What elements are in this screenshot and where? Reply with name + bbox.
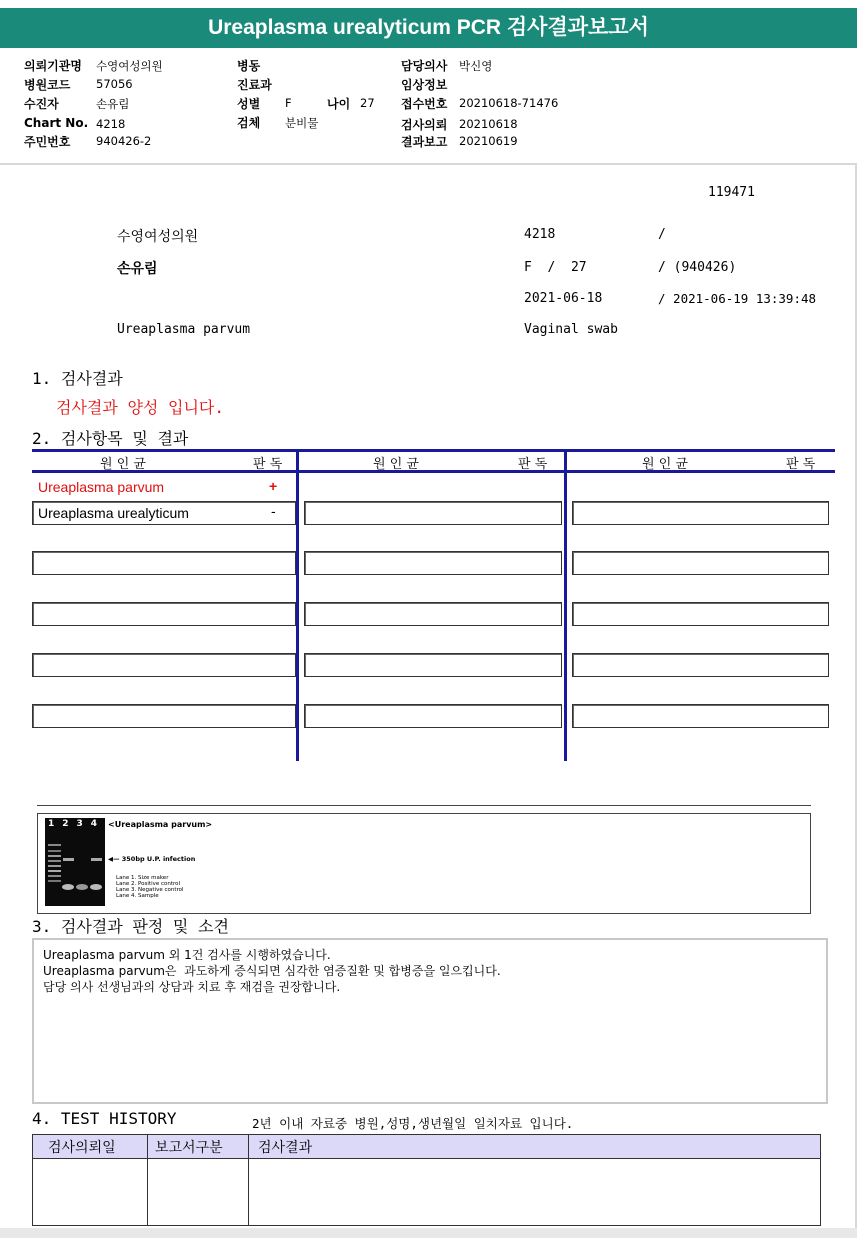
info-label-resident-no: 주민번호: [24, 135, 71, 149]
info-label-chart: Chart No.: [24, 116, 89, 130]
info-label-clinic: 의뢰기관명: [24, 59, 82, 73]
report-chart: 4218: [524, 227, 556, 242]
info-label-request-date: 검사의뢰: [401, 118, 448, 132]
report-clinic: 수영여성의원: [117, 229, 199, 245]
gel-image: [45, 818, 105, 906]
remarks-line-1: Ureaplasma parvum 외 1건 검사를 시행하였습니다.: [43, 948, 331, 962]
header-judgement-1: 판 독: [253, 457, 283, 472]
info-value-chart: 4218: [96, 117, 126, 131]
bottom-edge: [0, 1228, 857, 1238]
remarks-line-3: 담당 의사 선생님과의 상담과 치료 후 재검을 권장합니다.: [43, 980, 341, 994]
info-value-hospital-code: 57056: [96, 77, 133, 91]
section1-result: 검사결과 양성 입니다.: [56, 398, 225, 417]
result-value-1: +: [269, 478, 278, 494]
report-patient: 손유림: [117, 261, 158, 277]
header-pathogen-2: 원 인 균: [373, 457, 419, 472]
gel-title: <Ureaplasma parvum>: [108, 820, 213, 829]
empty-cell: [572, 501, 829, 525]
empty-cell: [572, 704, 829, 728]
info-value-specimen: 분비물: [285, 116, 319, 130]
gel-arrow-label: ◀— 350bp U.P. infection: [108, 855, 196, 863]
report-slash: /: [658, 227, 666, 242]
info-value-clinic: 수영여성의원: [96, 59, 163, 73]
info-label-hospital-code: 병원코드: [24, 78, 71, 92]
info-value-resident-no: 940426-2: [96, 134, 152, 148]
report-id: 119471: [708, 185, 755, 200]
gel-lane-3: 3: [76, 819, 91, 829]
empty-cell: [304, 704, 562, 728]
report-received: 2021-06-18: [524, 291, 603, 306]
section4-heading: 4. TEST HISTORY: [32, 1109, 177, 1128]
result-value-2: -: [271, 503, 276, 519]
table-header-rule: [32, 470, 835, 473]
header-separator: [0, 163, 857, 165]
info-label-report-date: 결과보고: [401, 135, 448, 149]
result-name-2: Ureaplasma urealyticum: [38, 505, 189, 521]
history-header-row: [32, 1134, 821, 1159]
empty-cell: [304, 602, 562, 626]
report-birth: / (940426): [658, 260, 737, 275]
info-value-request-date: 20210618: [459, 117, 518, 131]
report-specimen: Vaginal swab: [524, 322, 618, 337]
header-pathogen-1: 원 인 균: [100, 457, 146, 472]
remarks-line-2: Ureaplasma parvum은 과도하게 증식되면 심각한 염증질환 및 합병증을 일으킵니다.: [43, 964, 501, 978]
section3-heading: 3. 검사결과 판정 및 소견: [32, 917, 229, 936]
header-judgement-3: 판 독: [786, 457, 816, 472]
report-title: Ureaplasma urealyticum PCR 검사결과보고서: [0, 8, 857, 48]
history-col-divider-2: [248, 1134, 249, 1225]
table-divider-1: [296, 449, 299, 761]
empty-cell: [304, 551, 562, 575]
gel-lane-2: 2: [62, 819, 77, 829]
info-value-doctor: 박신영: [459, 59, 493, 73]
info-label-patient: 수진자: [24, 97, 59, 111]
empty-cell: [32, 653, 296, 677]
info-label-clinical-info: 임상정보: [401, 78, 448, 92]
empty-cell: [32, 602, 296, 626]
empty-cell: [304, 501, 562, 525]
table-top-rule: [32, 449, 835, 452]
info-label-ward: 병동: [237, 59, 261, 73]
info-value-report-date: 20210619: [459, 134, 518, 148]
remarks-text: [43, 947, 501, 995]
info-label-age: 나이: [327, 97, 351, 111]
result-name-1: Ureaplasma parvum: [38, 479, 165, 495]
info-value-age: 27: [360, 96, 375, 110]
history-col-result: 검사결과: [258, 1140, 313, 1156]
empty-cell: [572, 551, 829, 575]
history-body: [32, 1158, 821, 1226]
gel-legend-4: Lane 4. Sample: [116, 893, 159, 899]
empty-cell: [32, 551, 296, 575]
section1-heading: 1. 검사결과: [32, 369, 123, 388]
info-value-receipt-no: 20210618-71476: [459, 96, 559, 110]
header-pathogen-3: 원 인 균: [642, 457, 688, 472]
gel-lane-numbers: [48, 819, 105, 829]
info-label-doctor: 담당의사: [401, 59, 448, 73]
table-divider-2: [564, 449, 567, 761]
gel-legend-1: Lane 1. Size maker: [116, 875, 169, 881]
history-col-divider-1: [147, 1134, 148, 1225]
gel-legend: [116, 875, 184, 899]
info-label-sex: 성별: [237, 97, 261, 111]
gel-lane-1: 1: [48, 819, 63, 829]
empty-cell: [32, 704, 296, 728]
section2-heading: 2. 검사항목 및 결과: [32, 429, 189, 448]
section4-note: 2년 이내 자료중 병원,성명,생년월일 일치자료 입니다.: [252, 1116, 574, 1131]
report-sex-age: F / 27: [524, 260, 587, 275]
info-label-specimen: 검체: [237, 116, 261, 130]
gel-lane-4: 4: [90, 819, 106, 829]
report-test-item: Ureaplasma parvum: [117, 322, 251, 337]
gel-legend-2: Lane 2. Positive control: [116, 881, 181, 887]
empty-cell: [572, 602, 829, 626]
history-col-report-type: 보고서구분: [155, 1140, 223, 1156]
empty-cell: [304, 653, 562, 677]
empty-cell: [572, 653, 829, 677]
info-value-patient: 손유림: [96, 97, 130, 111]
info-label-department: 진료과: [237, 78, 272, 92]
gel-top-rule: [37, 805, 811, 806]
info-value-sex: F: [285, 96, 292, 110]
gel-legend-3: Lane 3. Negative control: [116, 887, 184, 893]
history-col-request-date: 검사의뢰일: [48, 1140, 116, 1156]
info-label-receipt-no: 접수번호: [401, 97, 448, 111]
header-judgement-2: 판 독: [518, 457, 548, 472]
report-reported: / 2021-06-19 13:39:48: [658, 291, 817, 306]
